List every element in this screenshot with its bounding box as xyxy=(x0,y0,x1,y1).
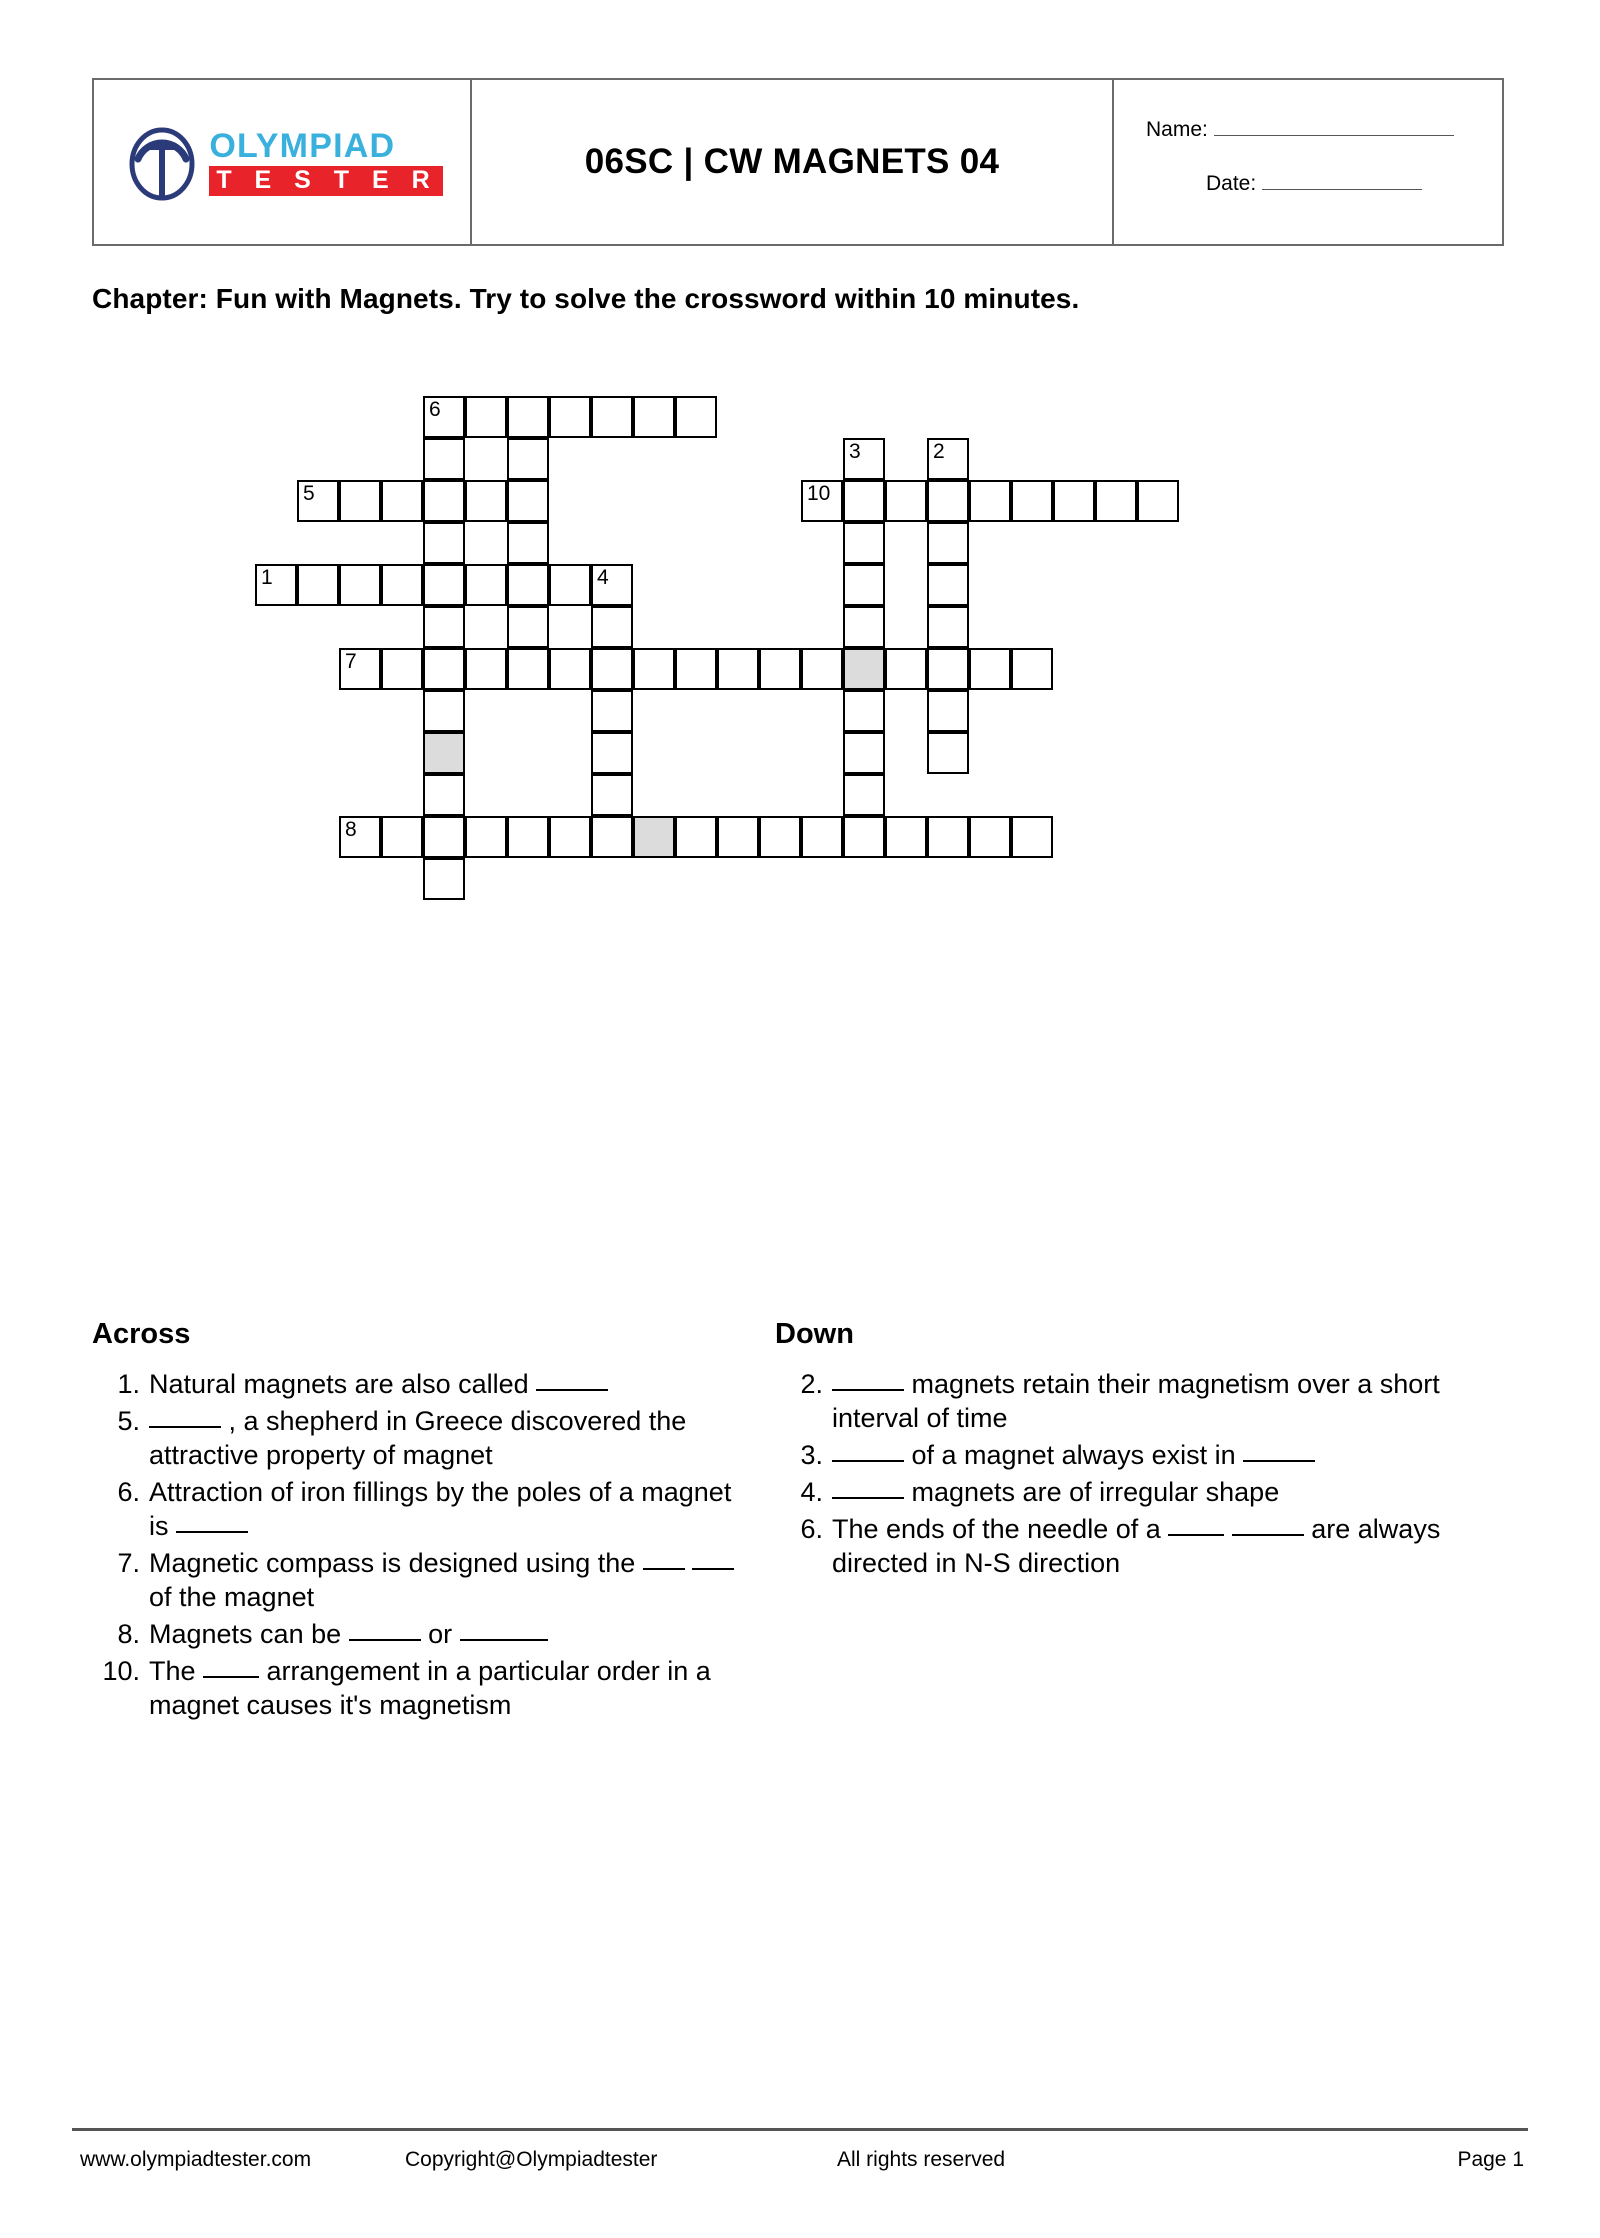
clue-down-4 xyxy=(775,1475,1455,1509)
crossword-cell[interactable] xyxy=(885,648,927,690)
crossword-cell[interactable] xyxy=(465,480,507,522)
crossword-cell[interactable] xyxy=(465,564,507,606)
crossword-cell-start-2[interactable] xyxy=(927,438,969,480)
crossword-cell[interactable] xyxy=(633,816,675,858)
crossword-cell[interactable] xyxy=(381,648,423,690)
crossword-cell[interactable] xyxy=(507,396,549,438)
crossword-cell[interactable] xyxy=(423,606,465,648)
clue-across-7 xyxy=(92,1546,752,1614)
crossword-cell[interactable] xyxy=(759,816,801,858)
clue-number: 3. xyxy=(800,1440,823,1471)
clue-blank[interactable] xyxy=(176,1531,248,1533)
crossword-cell[interactable] xyxy=(549,816,591,858)
instruction-text: Chapter: Fun with Magnets. Try to solve the crossword within 10 minutes. xyxy=(92,283,1080,314)
crossword-cell[interactable] xyxy=(843,774,885,816)
crossword-cell[interactable] xyxy=(423,774,465,816)
crossword-cell[interactable] xyxy=(1011,816,1053,858)
crossword-cell-start-7[interactable] xyxy=(339,648,381,690)
across-clues-column xyxy=(92,1318,752,1725)
crossword-cell-start-10[interactable] xyxy=(801,480,843,522)
crossword-cell[interactable] xyxy=(885,816,927,858)
footer-divider xyxy=(72,2128,1528,2131)
across-clue-list xyxy=(92,1367,752,1722)
clue-number: 1. xyxy=(117,1369,140,1399)
crossword-cell[interactable] xyxy=(969,816,1011,858)
logo-tester-text: T E S T E R xyxy=(209,166,442,196)
clue-blank[interactable] xyxy=(832,1460,904,1462)
crossword-cell-number: 6 xyxy=(429,398,441,421)
crossword-cell-start-6[interactable] xyxy=(423,396,465,438)
clue-text: Magnets can be or xyxy=(149,1617,752,1651)
crossword-cell[interactable] xyxy=(843,648,885,690)
crossword-cell[interactable] xyxy=(591,816,633,858)
clue-across-6 xyxy=(92,1475,752,1543)
clue-down-3 xyxy=(775,1438,1455,1472)
crossword-cell[interactable] xyxy=(927,732,969,774)
footer-rights: All rights reserved xyxy=(837,2148,1006,2171)
clue-blank[interactable] xyxy=(1232,1534,1304,1536)
crossword-cell-number: 5 xyxy=(303,482,315,505)
crossword-cell[interactable] xyxy=(381,816,423,858)
crossword-cell[interactable] xyxy=(423,858,465,900)
crossword-cell[interactable] xyxy=(1137,480,1179,522)
footer-url[interactable]: www.olympiadtester.com xyxy=(80,2148,312,2171)
crossword-cell[interactable] xyxy=(423,438,465,480)
crossword-cell[interactable] xyxy=(633,396,675,438)
footer-page-number: Page 1 xyxy=(1457,2148,1524,2171)
clue-blank[interactable] xyxy=(460,1639,548,1641)
crossword-cell[interactable] xyxy=(1053,480,1095,522)
crossword-cell[interactable] xyxy=(927,522,969,564)
crossword-cell[interactable] xyxy=(423,480,465,522)
crossword-cell[interactable] xyxy=(1011,648,1053,690)
crossword-cell[interactable] xyxy=(381,564,423,606)
crossword-cell[interactable] xyxy=(507,606,549,648)
crossword-cell[interactable] xyxy=(801,648,843,690)
crossword-grid[interactable] xyxy=(0,0,1600,900)
logo-olympiad-text: OLYMPIAD xyxy=(209,126,396,165)
crossword-cell[interactable] xyxy=(969,648,1011,690)
crossword-cell[interactable] xyxy=(843,564,885,606)
clue-number: 8. xyxy=(117,1619,140,1650)
clue-blank[interactable] xyxy=(149,1426,221,1428)
crossword-cell[interactable] xyxy=(927,606,969,648)
crossword-cell[interactable] xyxy=(591,690,633,732)
crossword-cell[interactable] xyxy=(549,396,591,438)
clue-text: , a shepherd in Greece discovered the attractive property of magnet xyxy=(149,1406,687,1471)
crossword-cell[interactable] xyxy=(381,480,423,522)
down-heading: Down xyxy=(775,1318,854,1350)
clue-blank[interactable] xyxy=(203,1676,259,1678)
clue-text: Attraction of iron fillings by the poles of a magnet is xyxy=(149,1477,732,1542)
crossword-cell[interactable] xyxy=(801,816,843,858)
crossword-cell[interactable] xyxy=(927,480,969,522)
crossword-cell[interactable] xyxy=(507,564,549,606)
clue-across-1 xyxy=(92,1367,752,1401)
clue-blank[interactable] xyxy=(1243,1460,1315,1462)
crossword-cell[interactable] xyxy=(465,816,507,858)
crossword-cell[interactable] xyxy=(675,648,717,690)
clue-number: 4. xyxy=(800,1477,823,1508)
crossword-cell[interactable] xyxy=(423,816,465,858)
crossword-cell[interactable] xyxy=(675,816,717,858)
crossword-cell[interactable] xyxy=(339,564,381,606)
crossword-cell[interactable] xyxy=(927,690,969,732)
crossword-cell[interactable] xyxy=(843,480,885,522)
clue-text: of a magnet always exist in xyxy=(832,1438,1455,1472)
crossword-cell[interactable] xyxy=(423,732,465,774)
crossword-cell-number: 4 xyxy=(597,566,609,589)
crossword-cell[interactable] xyxy=(507,648,549,690)
crossword-cell[interactable] xyxy=(591,648,633,690)
crossword-cell[interactable] xyxy=(591,606,633,648)
clue-blank[interactable] xyxy=(1168,1534,1224,1536)
clue-blank[interactable] xyxy=(692,1568,734,1570)
clue-number: 10. xyxy=(102,1656,140,1687)
crossword-cell[interactable] xyxy=(591,396,633,438)
clue-across-10 xyxy=(92,1654,752,1722)
down-clues-column xyxy=(775,1318,1455,1583)
crossword-cell[interactable] xyxy=(759,648,801,690)
crossword-cell[interactable] xyxy=(549,564,591,606)
across-heading: Across xyxy=(92,1318,191,1350)
clue-text: magnets are of irregular shape xyxy=(832,1475,1455,1509)
clue-blank[interactable] xyxy=(832,1497,904,1499)
crossword-cell[interactable] xyxy=(1095,480,1137,522)
clue-number: 6. xyxy=(117,1477,140,1508)
crossword-cell[interactable] xyxy=(843,606,885,648)
clue-blank[interactable] xyxy=(643,1568,685,1570)
crossword-cell-start-4[interactable] xyxy=(591,564,633,606)
clue-down-2 xyxy=(775,1367,1455,1435)
clue-number: 5. xyxy=(117,1406,140,1437)
footer-copyright: Copyright@Olympiadtester xyxy=(405,2148,658,2171)
clue-number: 2. xyxy=(800,1369,823,1399)
clue-number: 7. xyxy=(117,1548,140,1579)
crossword-cell-number: 2 xyxy=(933,440,945,463)
crossword-cell[interactable] xyxy=(843,522,885,564)
crossword-cell[interactable] xyxy=(591,732,633,774)
crossword-cell[interactable] xyxy=(591,774,633,816)
crossword-cell[interactable] xyxy=(1011,480,1053,522)
page-footer xyxy=(72,2148,1528,2188)
crossword-cell[interactable] xyxy=(927,564,969,606)
name-label: Name: xyxy=(1146,118,1208,141)
page-title: 06SC | CW MAGNETS 04 xyxy=(584,142,1000,181)
crossword-cell[interactable] xyxy=(465,648,507,690)
down-clue-list xyxy=(775,1367,1455,1580)
clue-number: 6. xyxy=(800,1514,823,1545)
crossword-cell[interactable] xyxy=(507,816,549,858)
clue-blank[interactable] xyxy=(536,1389,608,1391)
crossword-cell[interactable] xyxy=(633,648,675,690)
clue-blank[interactable] xyxy=(349,1639,421,1641)
crossword-cell[interactable] xyxy=(549,648,591,690)
crossword-cell-start-3[interactable] xyxy=(843,438,885,480)
crossword-cell[interactable] xyxy=(843,732,885,774)
crossword-cell[interactable] xyxy=(969,480,1011,522)
crossword-cell[interactable] xyxy=(675,396,717,438)
crossword-cell[interactable] xyxy=(297,564,339,606)
crossword-cell[interactable] xyxy=(339,480,381,522)
crossword-cell-number: 7 xyxy=(345,650,357,673)
crossword-cell[interactable] xyxy=(843,816,885,858)
clue-down-6 xyxy=(775,1512,1455,1580)
crossword-cell[interactable] xyxy=(465,396,507,438)
crossword-cell-number: 10 xyxy=(807,482,831,505)
crossword-cell[interactable] xyxy=(717,816,759,858)
crossword-cell-start-5[interactable] xyxy=(297,480,339,522)
crossword-cell[interactable] xyxy=(717,648,759,690)
crossword-cell[interactable] xyxy=(507,522,549,564)
crossword-cell[interactable] xyxy=(927,816,969,858)
clue-across-5 xyxy=(92,1404,752,1472)
clue-text: magnets retain their magnetism over a short interval of time xyxy=(832,1369,1440,1434)
crossword-cell[interactable] xyxy=(423,690,465,732)
crossword-cell-start-1[interactable] xyxy=(255,564,297,606)
clue-text: The ends of the needle of a are always directed in N-S direction xyxy=(832,1514,1441,1579)
crossword-cell[interactable] xyxy=(507,480,549,522)
crossword-cell[interactable] xyxy=(843,690,885,732)
crossword-cell-number: 3 xyxy=(849,440,861,463)
clue-text: Magnetic compass is designed using the of the magnet xyxy=(149,1546,752,1614)
clue-across-8 xyxy=(92,1617,752,1651)
clue-blank[interactable] xyxy=(832,1389,904,1391)
clue-text: The arrangement in a particular order in a magnet causes it's magnetism xyxy=(149,1656,711,1721)
crossword-cell[interactable] xyxy=(885,480,927,522)
crossword-cell[interactable] xyxy=(507,438,549,480)
date-label: Date: xyxy=(1206,172,1257,195)
clue-text: Natural magnets are also called xyxy=(149,1367,752,1401)
crossword-cell[interactable] xyxy=(927,648,969,690)
crossword-cell[interactable] xyxy=(423,564,465,606)
crossword-cell-number: 1 xyxy=(261,566,273,589)
crossword-cell[interactable] xyxy=(423,648,465,690)
crossword-cell-start-8[interactable] xyxy=(339,816,381,858)
crossword-cell[interactable] xyxy=(423,522,465,564)
crossword-cell-number: 8 xyxy=(345,818,357,841)
